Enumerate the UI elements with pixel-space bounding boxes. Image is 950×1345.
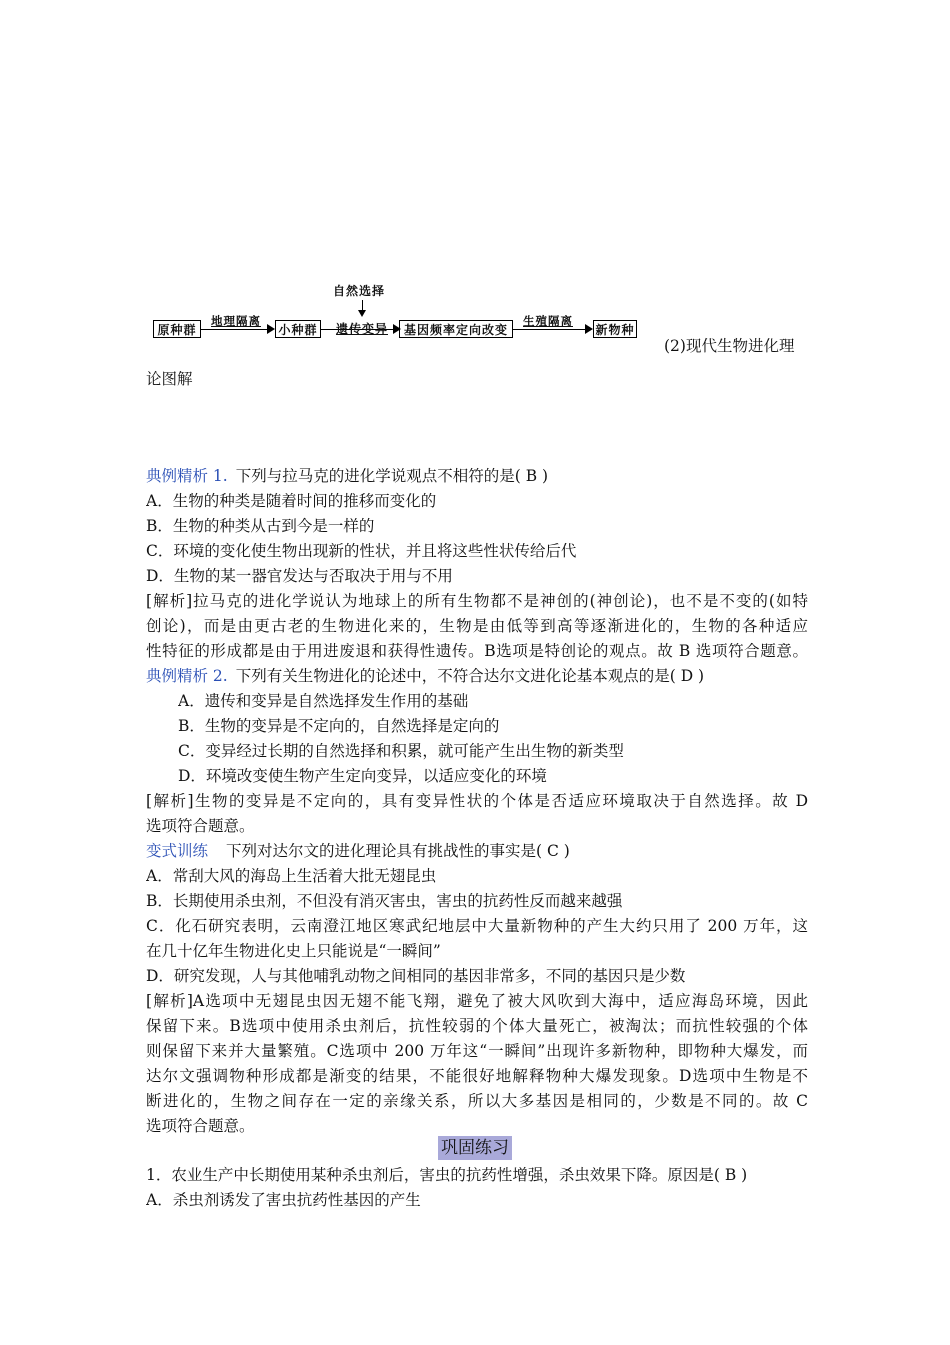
example2-option-a: A．遗传和变异是自然选择发生作用的基础 (178, 692, 469, 710)
arrow-head-4 (585, 324, 593, 334)
practice-heading: 巩固练习 (438, 1136, 512, 1160)
example2-option-b: B．生物的变异是不定向的，自然选择是定向的 (178, 717, 500, 735)
variant-option-c-cont: 在几十亿年生物进化史上只能说是“一瞬间” (146, 942, 441, 960)
variant-option-b: B．长期使用杀虫剂，不但没有消灭害虫，害虫的抗药性反而越来越强 (146, 892, 623, 910)
variant-analysis-2: 保留下来。B选项中使用杀虫剂后，抗性较弱的个体大量死亡，被淘汰；而抗性较强的个体 (146, 1017, 808, 1035)
example1-analysis-1: [解析]拉马克的进化学说认为地球上的所有生物都不是神创的(神创论)，也不是不变的(如特 (146, 592, 808, 610)
example1-option-a: A．生物的种类是随着时间的推移而变化的 (146, 492, 437, 510)
variant-question-text: 下列对达尔文的进化理论具有挑战性的事实是( C ) (226, 842, 570, 860)
example1-title: 典例精析 1. (146, 467, 228, 485)
example2-question-text: 下列有关生物进化的论述中，不符合达尔文进化论基本观点的是( D ) (235, 667, 705, 685)
geographic-isolation-label: 地理隔离 (211, 314, 261, 328)
box-gene-frequency-change: 基因频率定向改变 (399, 320, 513, 338)
down-arrow-head (358, 310, 366, 317)
natural-selection-label: 自然选择 (333, 284, 386, 298)
example2-option-c: C．变异经过长期的自然选择和积累，就可能产生出生物的新类型 (178, 742, 624, 760)
example1-analysis-3: 性特征的形成都是由于用进废退和获得性遗传。B选项是特创论的观点。故 B 选项符合题意。 (146, 642, 808, 660)
variant-analysis-5: 断进化的，生物之间存在一定的亲缘关系，所以大多基因是相同的，少数是不同的。故 C (146, 1092, 808, 1110)
example2-option-d: D．环境改变使生物产生定向变异，以适应变化的环境 (178, 767, 547, 785)
example2-analysis-2: 选项符合题意。 (146, 817, 255, 835)
example1-option-b: B．生物的种类从古到今是一样的 (146, 517, 375, 535)
box-original-population: 原种群 (153, 320, 201, 338)
practice-heading-wrap (0, 1136, 950, 1160)
variant-analysis-1: [解析]A选项中无翅昆虫因无翅不能飞翔，避免了被大风吹到大海中，适应海岛环境，因此 (146, 992, 808, 1010)
variant-question (146, 839, 808, 863)
diagram-caption-cont: 论图解 (146, 370, 193, 388)
variant-option-c: C．化石研究表明，云南澄江地区寒武纪地层中大量新物种的产生大约只用了 200 万年，这 (146, 917, 808, 935)
variant-option-d: D．研究发现，人与其他哺乳动物之间相同的基因非常多，不同的基因只是少数 (146, 967, 686, 985)
reproductive-isolation-label: 生殖隔离 (523, 314, 573, 328)
variant-analysis-6: 选项符合题意。 (146, 1117, 255, 1135)
variant-title: 变式训练 (146, 842, 209, 860)
diagram-caption: (2)现代生物进化理 (664, 337, 795, 355)
example2-analysis-1: [解析]生物的变异是不定向的，具有变异性状的个体是否适应环境取决于自然选择。故 D (146, 792, 808, 810)
box-new-species: 新物种 (593, 320, 637, 338)
variant-option-a: A．常刮大风的海岛上生活着大批无翅昆虫 (146, 867, 437, 885)
variant-analysis-3: 则保留下来并大量繁殖。C选项中 200 万年这“一瞬间”出现许多新物种，即物种大爆发，而 (146, 1042, 808, 1060)
box-small-population: 小种群 (275, 320, 321, 338)
variant-analysis-4: 达尔文强调物种形成都是渐变的结果，不能很好地解释物种大爆发现象。D选项中生物是不 (146, 1067, 808, 1085)
evolution-diagram (153, 280, 643, 350)
box-genetic-variation: 遗传变异 (335, 322, 388, 336)
example2-question (146, 664, 808, 688)
arrow-line-1 (201, 329, 269, 330)
practice-q1-option-a: A．杀虫剂诱发了害虫抗药性基因的产生 (146, 1191, 421, 1209)
example2-title: 典例精析 2. (146, 667, 228, 685)
arrow-line-4 (513, 329, 587, 330)
example1-analysis-2: 创论)，而是由更古老的生物进化来的，生物是由低等到高等逐渐进化的，生物的各种适应 (146, 617, 808, 635)
example1-option-c: C．环境的变化使生物出现新的性状，并且将这些性状传给后代 (146, 542, 577, 560)
example1-question (146, 464, 808, 488)
example1-question-text: 下列与拉马克的进化学说观点不相符的是( B ) (235, 467, 549, 485)
arrow-head-1 (267, 324, 275, 334)
practice-q1: 1．农业生产中长期使用某种杀虫剂后，害虫的抗药性增强，杀虫效果下降。原因是( B ) (146, 1166, 748, 1184)
example1-option-d: D．生物的某一器官发达与否取决于用与不用 (146, 567, 453, 585)
